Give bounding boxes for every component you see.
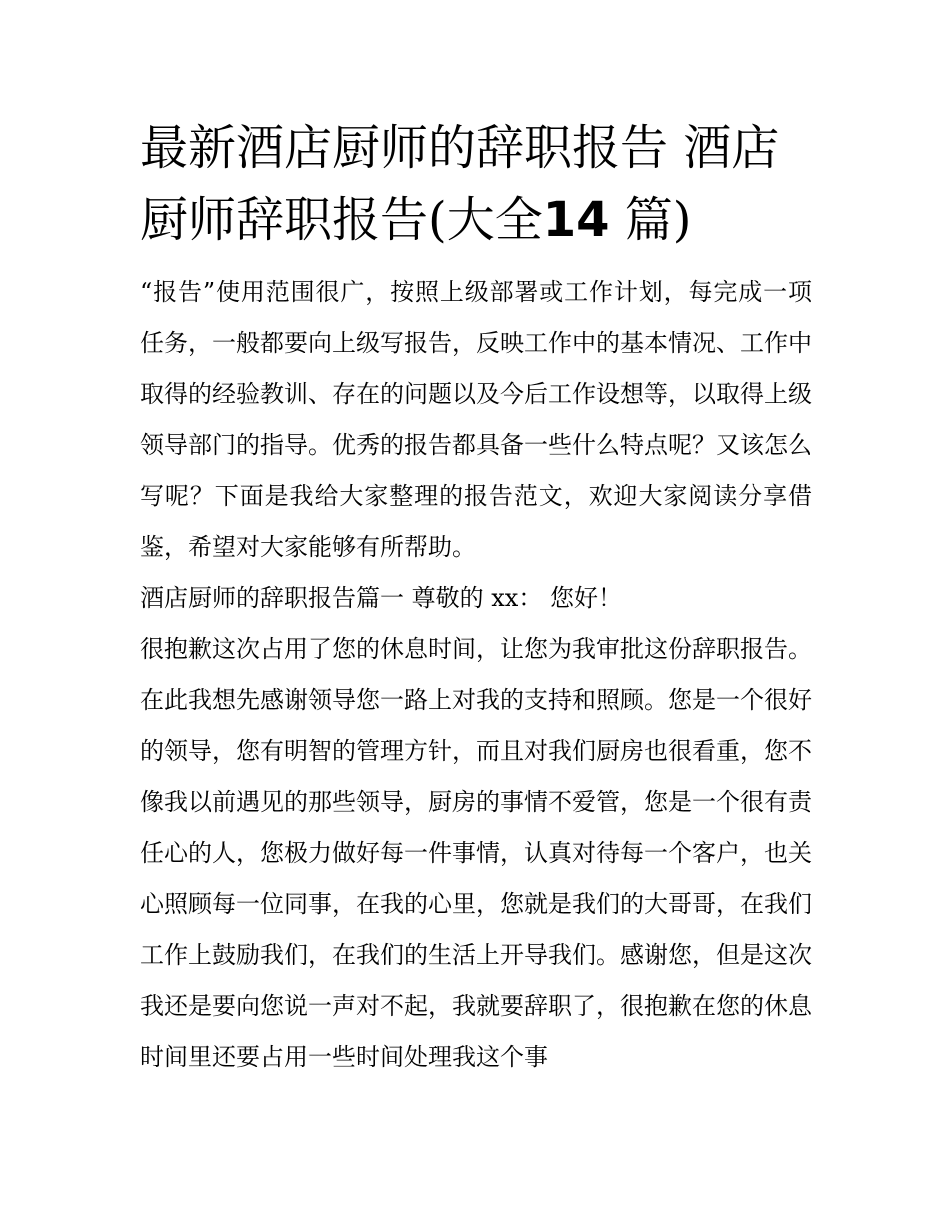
intro-paragraph: “报告”使用范围很广，按照上级部署或工作计划，每完成一项任务，一般都要向上级写报告，反映工作中的基本情况、工作中取得的经验教训、存在的问题以及今后工作设想等，以取得上级领导部门的指导。优秀的报告都具备一些什么特点呢？又该怎么写呢？下面是我给大家整理的报告范文，欢迎大家阅读分享借鉴，希望对大家能够有所帮助。 bbox=[140, 278, 812, 561]
document-page bbox=[140, 112, 812, 1083]
document-title bbox=[140, 112, 812, 256]
title-suffix: 篇) bbox=[624, 192, 692, 248]
title-text: 最新酒店厨师的辞职报告 酒店厨师辞职报告(大全 bbox=[140, 120, 780, 248]
salutation-line: 酒店厨师的辞职报告篇一 尊敬的 xx： 您好！ bbox=[140, 584, 622, 612]
title-number: 14 bbox=[542, 192, 610, 248]
body-paragraph: 很抱歉这次占用了您的休息时间，让您为我审批这份辞职报告。在此我想先感谢领导您一路上对我的支持和照顾。您是一个很好的领导，您有明智的管理方针，而且对我们厨房也很看重，您不像我以前遇见的那些领导，厨房的事情不爱管，您是一个很有责任心的人，您极力做好每一件事情，认真对待每一个客户，也关心照顾每一位同事，在我的心里，您就是我们的大哥哥，在我们工作上鼓励我们，在我们的生活上开导我们。感谢您，但是这次我还是要向您说一声对不起，我就要辞职了，很抱歉在您的休息时间里还要占用一些时间处理我这个事 bbox=[140, 635, 812, 1071]
